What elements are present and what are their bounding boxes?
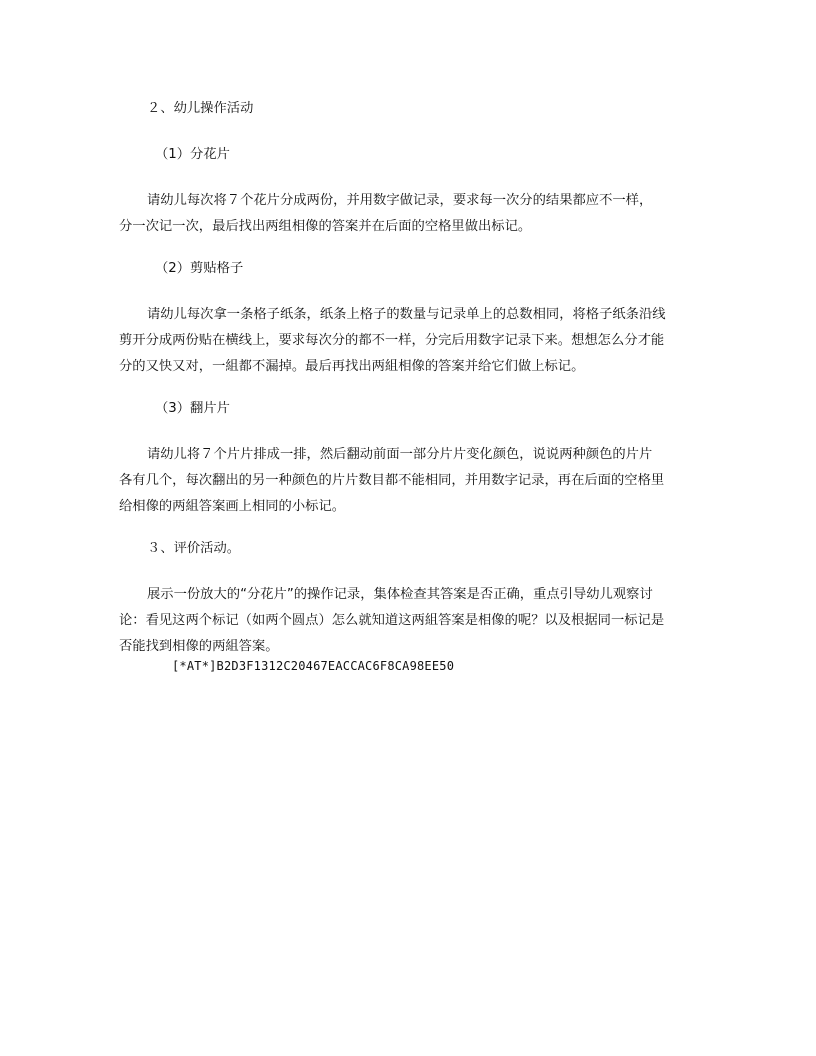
section-heading-3: ３、评价活动。 xyxy=(147,541,241,556)
paragraph-line: 各有几个，每次翻出的另一种颜色的片片数目都不能相同，并用数字记录，再在后面的空格里 xyxy=(119,473,665,488)
document-id-code: [*AT*]B2D3F1312C20467EACCAC6F8CA98EE50 xyxy=(172,659,455,673)
subsection-heading-1: （1）分花片 xyxy=(155,147,230,162)
section-heading-2: ２、幼儿操作活动 xyxy=(147,101,254,116)
paragraph-flip-pieces xyxy=(119,442,699,520)
paragraph-line: 给相像的两組答案画上相同的小标记。 xyxy=(119,499,346,514)
paragraph-line: 分一次记一次，最后找出两组相像的答案并在后面的空格里做出标记。 xyxy=(119,219,532,234)
paragraph-line: 剪开分成两份贴在横线上，要求每次分的都不一样，分完后用数字记录下来。想想怎么分才能 xyxy=(119,333,665,348)
subsection-heading-3: （3）翻片片 xyxy=(155,401,230,416)
paragraph-line: 请幼儿每次将７个花片分成两份，并用数字做记录，要求每一次分的结果都应不一样， xyxy=(147,193,653,208)
paragraph-line: 否能找到相像的两組答案。 xyxy=(119,639,279,654)
paragraph-line: 请幼儿将７个片片排成一排，然后翻动前面一部分片片变化颜色，说说两种颜色的片片 xyxy=(147,447,653,462)
paragraph-line: 论：看见这两个标记（如两个圆点）怎么就知道这两組答案是相像的呢？以及根据同一标记是 xyxy=(119,613,665,628)
paragraph-evaluation xyxy=(119,582,699,660)
paragraph-cut-paste-grid xyxy=(119,302,699,380)
paragraph-flower-pieces xyxy=(119,188,699,240)
subsection-heading-2: （2）剪贴格子 xyxy=(155,261,244,276)
document-body xyxy=(119,96,699,660)
paragraph-line: 请幼儿每次拿一条格子纸条，纸条上格子的数量与记录单上的总数相同，将格子纸条沿线 xyxy=(147,307,666,322)
paragraph-line: 分的又快又对，一組都不漏掉。最后再找出两組相像的答案并给它们做上标记。 xyxy=(119,359,585,374)
paragraph-line: 展示一份放大的“分花片”的操作记录，集体检查其答案是否正确，重点引导幼儿观察讨 xyxy=(147,587,653,602)
